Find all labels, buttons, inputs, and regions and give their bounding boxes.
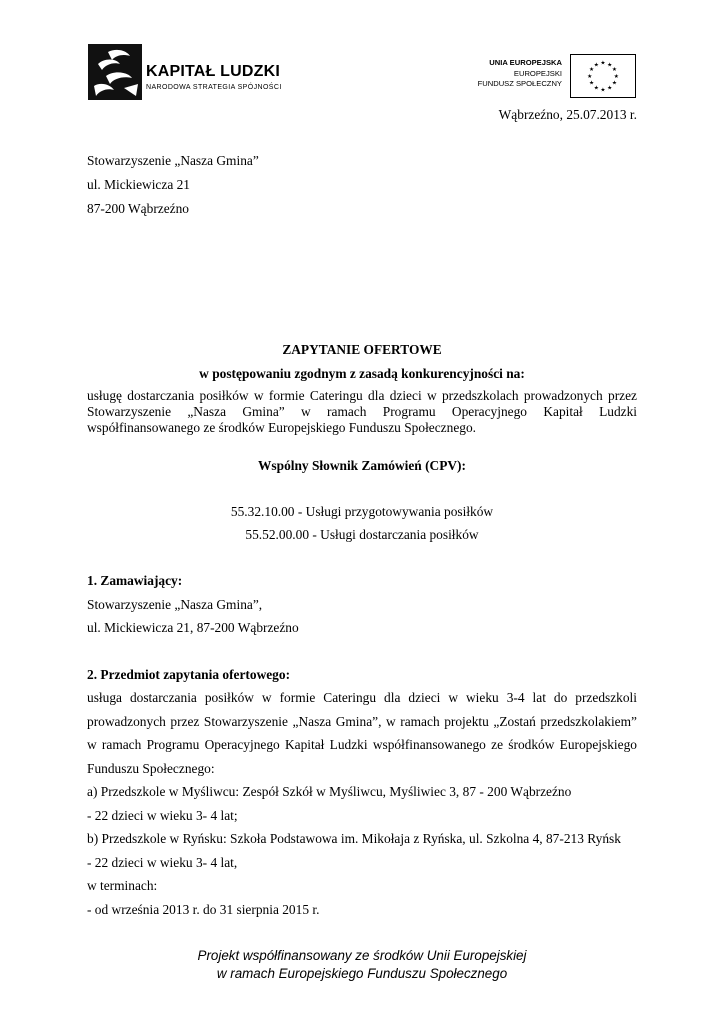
place-date: Wąbrzeźno, 25.07.2013 r.: [498, 107, 637, 122]
recipient-name: Stowarzyszenie „Nasza Gmina”: [87, 153, 259, 168]
cpv-heading: Wspólny Słownik Zamówień (CPV):: [258, 458, 466, 473]
recipient-street: ul. Mickiewicza 21: [87, 177, 190, 192]
svg-text:★: ★: [611, 67, 618, 74]
section-2-terms-label: w terminach:: [87, 878, 158, 893]
footer-line-1: Projekt współfinansowany ze środków Unii Europejskiej: [197, 948, 527, 963]
section-2-line-1: usługa dostarczania posiłków w formie Cateringu dla dzieci w wieku 3-4 lat do przedszkoli: [87, 690, 637, 705]
section-2-item-b: b) Przedszkole w Ryńsku: Szkoła Podstawowa im. Mikołaja z Ryńska, ul. Szkolna 4, 87-213 Ryńsk: [87, 831, 621, 846]
section-1-line-2: ul. Mickiewicza 21, 87-200 Wąbrzeźno: [87, 620, 299, 635]
eu-logo-text: [440, 58, 562, 90]
svg-text:★: ★: [613, 73, 619, 80]
cpv-code-2: 55.52.00.00 - Usługi dostarczania posiłków: [245, 527, 479, 542]
page-footer: [87, 947, 637, 983]
svg-text:★: ★: [611, 80, 618, 87]
section-2-item-b-kids: - 22 dzieci w wieku 3- 4 lat,: [87, 855, 238, 870]
svg-text:★: ★: [607, 85, 613, 92]
footer-line-2: w ramach Europejskiego Funduszu Społecznego: [216, 966, 508, 981]
svg-text:★: ★: [600, 60, 606, 67]
eu-logo-line3: FUNDUSZ SPOŁECZNY: [477, 79, 562, 88]
section-2-line-3: w ramach Programu Operacyjnego Kapitał Ludzki współfinansowanego ze środków Europejskiego: [87, 737, 637, 752]
cpv-code-1: 55.32.10.00 - Usługi przygotowywania posiłków: [230, 504, 494, 519]
eu-logo-line2: EUROPEJSKI: [513, 68, 562, 78]
section-2-heading: 2. Przedmiot zapytania ofertowego:: [87, 667, 291, 682]
svg-text:★: ★: [600, 87, 606, 94]
section-1-heading: 1. Zamawiający:: [87, 573, 183, 588]
eu-flag-icon: [570, 54, 636, 98]
section-2-line-4: Funduszu Społecznego:: [87, 761, 215, 776]
svg-text:★: ★: [588, 67, 595, 74]
section-2-item-a: a) Przedszkole w Myśliwcu: Zespół Szkół w Myśliwcu, Myśliwiec 3, 87 - 200 Wąbrzeźno: [87, 784, 572, 799]
logo-title: KAPITAŁ LUDZKI: [146, 63, 281, 80]
intro-line-1: usługę dostarczania posiłków w formie Cateringu dla dzieci w przedszkolach prowadzonych przez: [87, 388, 637, 403]
section-1-line-1: Stowarzyszenie „Nasza Gmina”,: [87, 597, 263, 612]
section-2-terms-value: - od września 2013 r. do 31 sierpnia 2015 r.: [87, 902, 320, 917]
logo-subtitle: NARODOWA STRATEGIA SPÓJNOŚCI: [146, 84, 282, 91]
section-2-item-a-kids: - 22 dzieci w wieku 3- 4 lat;: [87, 808, 238, 823]
svg-text:★: ★: [588, 80, 595, 87]
recipient-city: 87-200 Wąbrzeźno: [87, 201, 189, 216]
section-2-line-2: prowadzonych przez Stowarzyszenie „Nasza Gmina”, w ramach projektu „Zostań przedszkolakiem”: [87, 714, 637, 729]
intro-line-2: Stowarzyszenie „Nasza Gmina” w ramach Programu Operacyjnego Kapitał Ludzki: [87, 404, 637, 419]
svg-text:★: ★: [607, 62, 613, 69]
eu-logo-line1: UNIA EUROPEJSKA: [489, 58, 562, 67]
intro-line-3: współfinansowanego ze środków Europejskiego Funduszu Społecznego.: [87, 420, 476, 435]
document-subtitle: w postępowaniu zgodnym z zasadą konkurencyjności na:: [199, 366, 525, 381]
document-title: ZAPYTANIE OFERTOWE: [282, 342, 442, 357]
svg-text:★: ★: [587, 73, 593, 80]
svg-text:★: ★: [593, 62, 599, 69]
svg-text:★: ★: [593, 85, 599, 92]
